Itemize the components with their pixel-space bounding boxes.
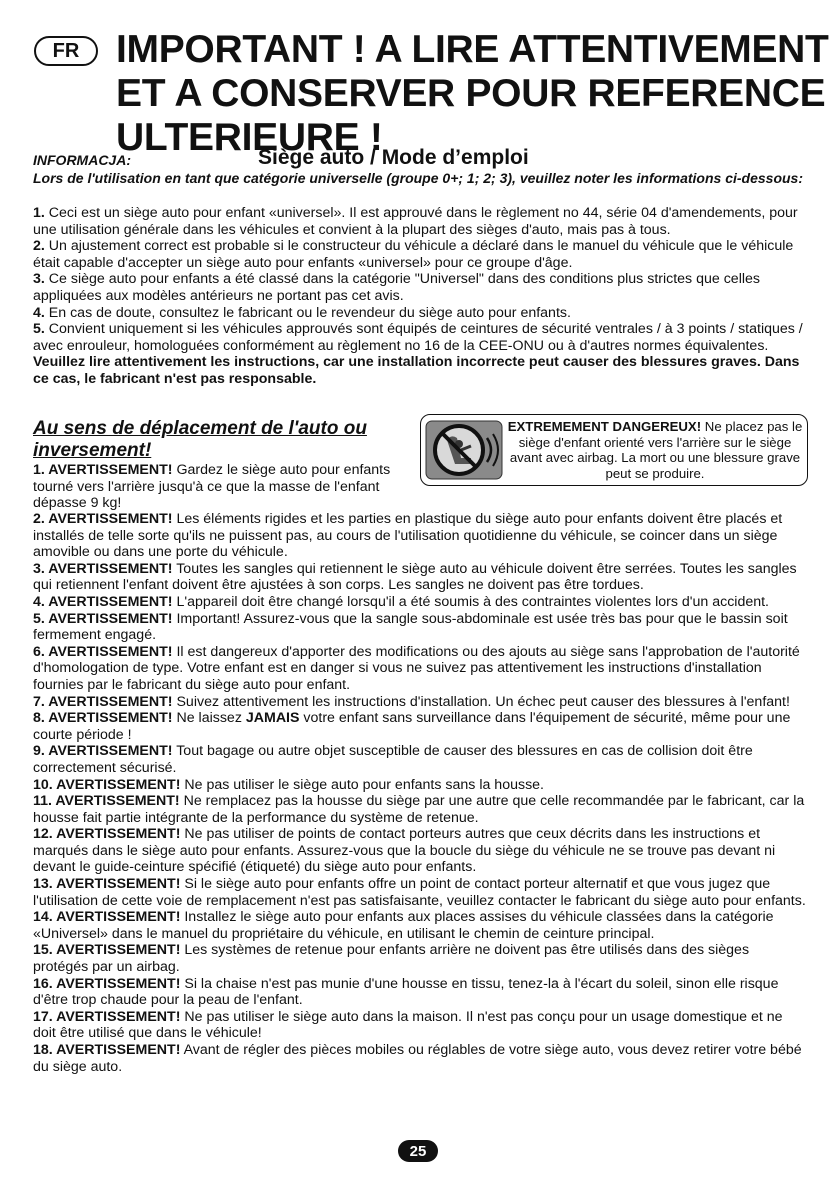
page-headline [116, 28, 829, 160]
warning-text: Ne pas utiliser le siège auto dans la maison. Il n'est pas conçu pour un usage domestique et ne doit être utilisé que dans le véhicule! [33, 1008, 783, 1042]
item-number: 4. [33, 304, 45, 321]
item-text: Ceci est un siège auto pour enfant «universel». Il est approuvé dans le règlement no 44, série 04 d'amendements, pour une utilisation générale dans les véhicules et convient à la plupart des sièges d'auto, mais pas à tous. [33, 205, 798, 238]
warning-label: 1. AVERTISSEMENT! [33, 462, 173, 478]
warning-text: Ne remplacez pas la housse du siège par une autre que celle recommandée par le fabricant, car la housse fait partie intégrante de la performance du système de retenue. [33, 793, 805, 826]
warning-text: Installez le siège auto pour enfants aux places assises du véhicule classées dans la catégorie «Universel» dans le manuel du propriétaire du véhicule, en utilisant le chemin de ceinture principal. [33, 909, 774, 942]
warning-label: 13. AVERTISSEMENT! [33, 876, 181, 893]
danger-strong: EXTREMEMENT DANGEREUX! [507, 419, 702, 434]
warning-text: votre enfant sans surveillance dans l'équipement de sécurité, même pour une courte période ! [33, 710, 791, 743]
section-title: Au sens de déplacement de l'auto ou inversement! [33, 418, 367, 461]
warning-item [33, 694, 808, 711]
warnings-list [33, 511, 808, 1075]
warning-label: 10. AVERTISSEMENT! [33, 776, 181, 793]
item-text: En cas de doute, consultez le fabricant ou le revendeur du siège auto pour enfants. [48, 304, 571, 321]
warning-note: Veuillez lire attentivement les instructions, car une installation incorrecte peut causer des blessures graves. Dans ce cas, le fabricant n'est pas responsable. [33, 354, 800, 387]
warning-text: Avant de régler des pièces mobiles ou réglables de votre siège auto, vous devez retirer votre bébé du siège auto. [33, 1042, 802, 1075]
warning-label: 16. AVERTISSEMENT! [33, 975, 181, 992]
warning-label: 4. AVERTISSEMENT! [33, 593, 173, 610]
warning-item [33, 561, 808, 594]
warning-item [33, 594, 808, 611]
warning-text: Ne pas utiliser le siège auto pour enfants sans la housse. [180, 776, 544, 793]
language-badge: FR [34, 36, 98, 66]
item-text: Ce siège auto pour enfants a été classé dans la catégorie "Universel" dans des conditions plus strictes que celles appliquées aux modèles antérieurs ne portant pas cet avis. [33, 271, 760, 304]
danger-box [420, 414, 808, 486]
item-number: 2. [33, 238, 45, 255]
warning-label: 9. AVERTISSEMENT! [33, 743, 173, 760]
warning-label: 18. AVERTISSEMENT! [33, 1042, 181, 1058]
warning-item [33, 743, 808, 776]
warning-label: 7. AVERTISSEMENT! [33, 693, 173, 710]
warning-text: Suivez attentivement les instructions d'installation. Un échec peut causer des blessures à l'enfant! [172, 693, 790, 710]
warning-item [33, 826, 808, 876]
warning-label: 3. AVERTISSEMENT! [33, 560, 173, 577]
warning-item [33, 777, 808, 794]
general-item [33, 321, 808, 354]
warning-item [33, 511, 808, 561]
no-rear-facing-seat-airbag-icon [425, 420, 503, 480]
warning-label: 6. AVERTISSEMENT! [33, 643, 173, 660]
warning-label: 12. AVERTISSEMENT! [33, 826, 181, 843]
warning-text: L'appareil doit être changé lorsqu'il a été soumis à des contraintes violentes lors d'un accident. [172, 593, 769, 610]
warning-item [33, 462, 403, 512]
general-item [33, 305, 808, 322]
warning-item [33, 644, 808, 694]
warning-label: 8. AVERTISSEMENT! [33, 710, 173, 727]
general-item [33, 271, 808, 304]
warning-label: 2. AVERTISSEMENT! [33, 511, 173, 527]
warning-item [33, 942, 808, 975]
warning-item [33, 909, 808, 942]
warning-label: 5. AVERTISSEMENT! [33, 610, 173, 627]
warning-text: Important! Assurez-vous que la sangle sous-abdominale est usée très bas pour que le bassin soit fermement engagé. [33, 610, 788, 644]
warning-emphasis: JAMAIS [245, 710, 300, 727]
danger-body: Ne placez pas le siège d'enfant orienté vers l'arrière sur le siège avant avec airbag. La mort ou une blessure grave peut se produire. [509, 419, 803, 481]
headline-line: IMPORTANT ! A LIRE ATTENTIVEMENT [116, 28, 829, 71]
warning-item [33, 1042, 808, 1075]
warning-text: Ne pas utiliser de points de contact porteurs autres que ceux décrits dans les instructions et marqués dans le siège auto pour enfants. Assurez-vous que la boucle du siège du véhicule ne se trouve pas devant ni devant le guide-ceinture spécifié (étiqueté) du siège auto pour enfants. [33, 826, 776, 876]
warning-text: Si le siège auto pour enfants offre un point de contact porteur alternatif et que vous jugez que l'utilisation de cette voie de remplacement n'est pas satisfaisante, veuillez contacter le fabricant du siège auto pour enfants. [33, 876, 806, 909]
warning-text: Si la chaise n'est pas munie d'une housse en tissu, tenez-la à l'écart du soleil, sinon elle risque d'être trop chaude pour la peau de l'enfant. [33, 975, 779, 1009]
warning-text: Toutes les sangles qui retiennent le siège auto au véhicule doivent être serrées. Toutes les sangles qui retiennent l'enfant doivent être ajustées à son corps. Les sangles ne doivent pas être tordues. [33, 560, 797, 594]
page-subtitle: Siège auto / Mode d’emploi [258, 146, 529, 169]
general-item [33, 238, 808, 271]
general-list [33, 205, 808, 388]
warning-label: 11. AVERTISSEMENT! [33, 793, 180, 810]
warning-text: Tout bagage ou autre objet susceptible de causer des blessures en cas de collision doit être correctement sécurisé. [33, 743, 753, 776]
warning-item [33, 793, 808, 826]
item-text: Convient uniquement si les véhicules approuvés sont équipés de ceintures de sécurité ventrales / à 3 points / statiques / avec enrouleur, homologuées conformément au règlement no 16 de la CEE-ONU ou à d'autres normes équivalentes. [33, 321, 803, 354]
warning-text: Il est dangereux d'apporter des modifications ou des ajouts au siège sans l'approbation de l'autorité d'homologation de type. Votre enfant est en danger si vous ne suivez pas attentivement les instructions d'installation fournies par le fabricant du siège auto pour enfant. [33, 643, 800, 693]
headline-line: ET A CONSERVER POUR REFERENCE [116, 72, 826, 115]
item-number: 3. [33, 271, 45, 288]
general-item [33, 205, 808, 238]
warning-item [33, 611, 808, 644]
warning-item [33, 876, 808, 909]
warning-label: 14. AVERTISSEMENT! [33, 909, 181, 926]
warning-text: Ne laissez [172, 710, 246, 727]
headline-line: ULTERIEURE ! [116, 116, 383, 159]
item-number: 5. [33, 321, 45, 338]
warning-text: Gardez le siège auto pour enfants tourné vers l'arrière jusqu'à ce que la masse de l'enfant dépasse 9 kg! [33, 462, 391, 512]
warning-item [33, 1009, 808, 1042]
warning-item [33, 710, 808, 743]
warning-label: 17. AVERTISSEMENT! [33, 1008, 181, 1025]
warning-text: Les éléments rigides et les parties en plastique du siège auto pour enfants doivent être placés et installés de telle sorte qu'ils ne puissent pas, au cours de l'utilisation quotidienne du véhicule, se coincer dans un siège amovible ou dans une porte du véhicule. [33, 511, 783, 561]
warning-text: Les systèmes de retenue pour enfants arrière ne doivent pas être utilisés dans des sièges protégés par un airbag. [33, 942, 750, 976]
item-number: 1. [33, 205, 45, 221]
item-text: Un ajustement correct est probable si le constructeur du véhicule a déclaré dans le manuel du véhicule que le véhicule était capable d'accepter un siège auto pour enfants «universel» pour ce groupe d'âge. [33, 238, 794, 271]
info-label: INFORMACJA: [33, 152, 131, 168]
warning-item [33, 976, 808, 1009]
intro-text: Lors de l'utilisation en tant que catégorie universelle (groupe 0+; 1; 2; 3), veuillez noter les informations ci-dessous: [33, 170, 803, 186]
warning-label: 15. AVERTISSEMENT! [33, 942, 181, 959]
page-number: 25 [398, 1140, 438, 1162]
danger-text [505, 419, 805, 481]
